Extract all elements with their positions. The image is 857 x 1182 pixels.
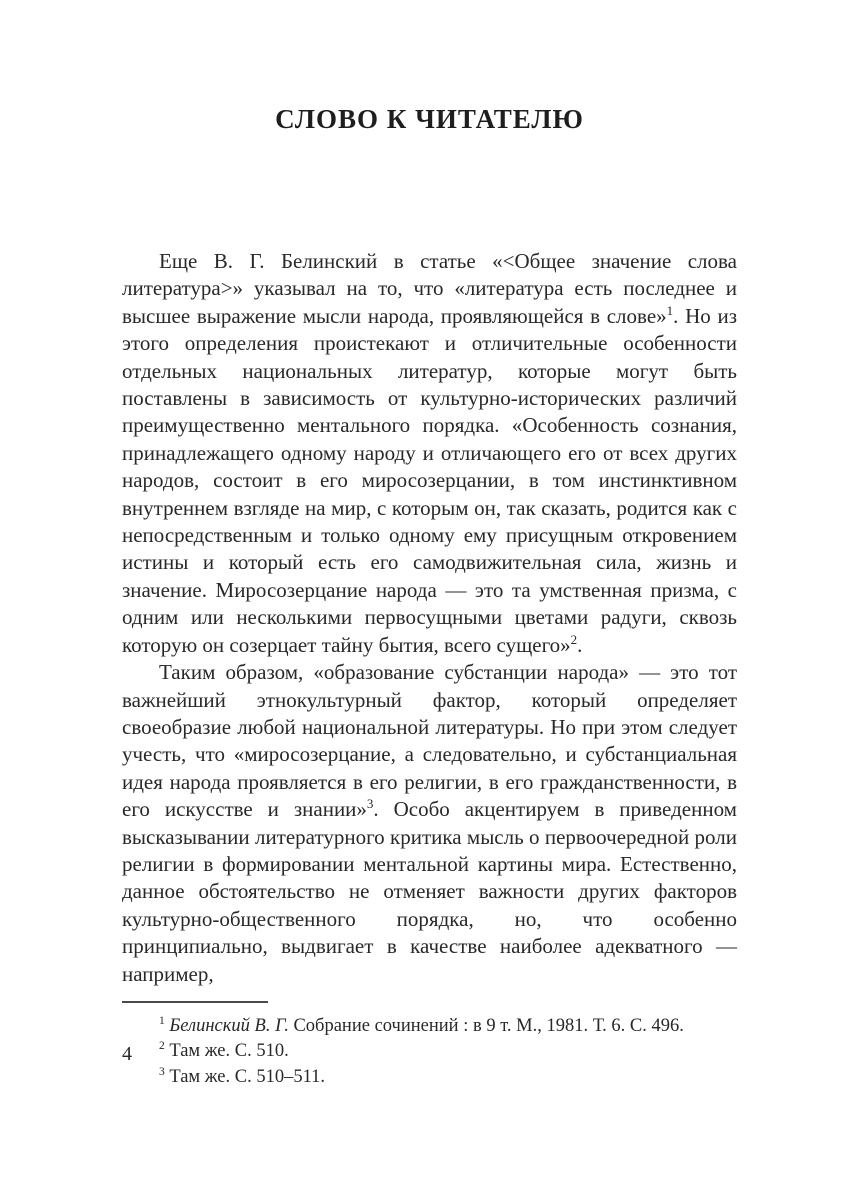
footnote-separator (122, 1001, 268, 1003)
footnote-ref-3: 3 (366, 796, 374, 812)
paragraph-2 (122, 659, 737, 988)
footnote-3-text: Там же. С. 510–511. (169, 1066, 326, 1087)
footnote-3 (122, 1065, 737, 1091)
footnote-ref-2: 2 (570, 631, 578, 647)
footnote-1-author: Белинский В. Г. (169, 1015, 289, 1036)
footnote-3-marker: 3 (159, 1065, 165, 1078)
footnotes (122, 1014, 737, 1091)
page-title: СЛОВО К ЧИТАТЕЛЮ (275, 104, 584, 134)
footnote-2-marker: 2 (159, 1040, 165, 1053)
page-number: 4 (122, 1043, 132, 1065)
footnote-2-text: Там же. С. 510. (169, 1041, 289, 1062)
paragraph-1-text-a: Еще В. Г. Белинский в статье «<Общее значение слова литература>» указывал на то, что «литература есть последнее и высшее выражение мысли народа, проявляющейся в слове» (122, 249, 737, 328)
paragraph-1-text-b: . Но из этого определения проистекают и отличительные особенности отдельных национальных литератур, которые могут быть поставлены в зависимость от культурно-исторических различий преимущественно ментального порядка. «Особенность сознания, принадлежащего одному народу и отличающего его от всех других народов, состоит в его миросозерцании, в том инстинктивном внутреннем взгляде на мир, с которым он, так сказать, родится как с непосредственным и только одному ему присущным откровением истины и который есть его самодвижительная сила, жизнь и значение. Миросозерцание народа — это та умственная призма, с одним или несколькими первосущными цветами радуги, сквозь которую он созерцает тайну бытия, всего сущего» (122, 303, 737, 657)
footnote-2 (122, 1039, 737, 1065)
footnote-1-marker: 1 (159, 1014, 165, 1027)
footnote-ref-1: 1 (666, 302, 674, 318)
paragraph-2-text-a: Таким образом, «образование субстанции народа» — это тот важнейший этнокультурный фактор, который определяет своеобразие любой национальной литературы. Но при этом следует учесть, что «миросозерцание, а следовательно, и субстанциальная идея народа проявляется в его религии, в его гражданственности, в его искусстве и знании» (122, 660, 737, 822)
paragraph-1 (122, 248, 737, 659)
footnote-1 (122, 1014, 737, 1040)
footnote-1-text: Собрание сочинений : в 9 т. М., 1981. Т. 6. С. 496. (288, 1015, 684, 1036)
paragraph-1-text-c: . (577, 632, 583, 657)
paragraph-2-text-b: . Особо акцентируем в приведенном высказывании литературного критика мысль о первоочередной роли религии в формировании ментальной картины мира. Естественно, данное обстоятельство не отменяет важности других факторов культурно-общественного порядка, но, что особенно принципиально, выдвигает в качестве наиболее адекватного — например, (122, 797, 737, 986)
body-text (122, 248, 737, 988)
